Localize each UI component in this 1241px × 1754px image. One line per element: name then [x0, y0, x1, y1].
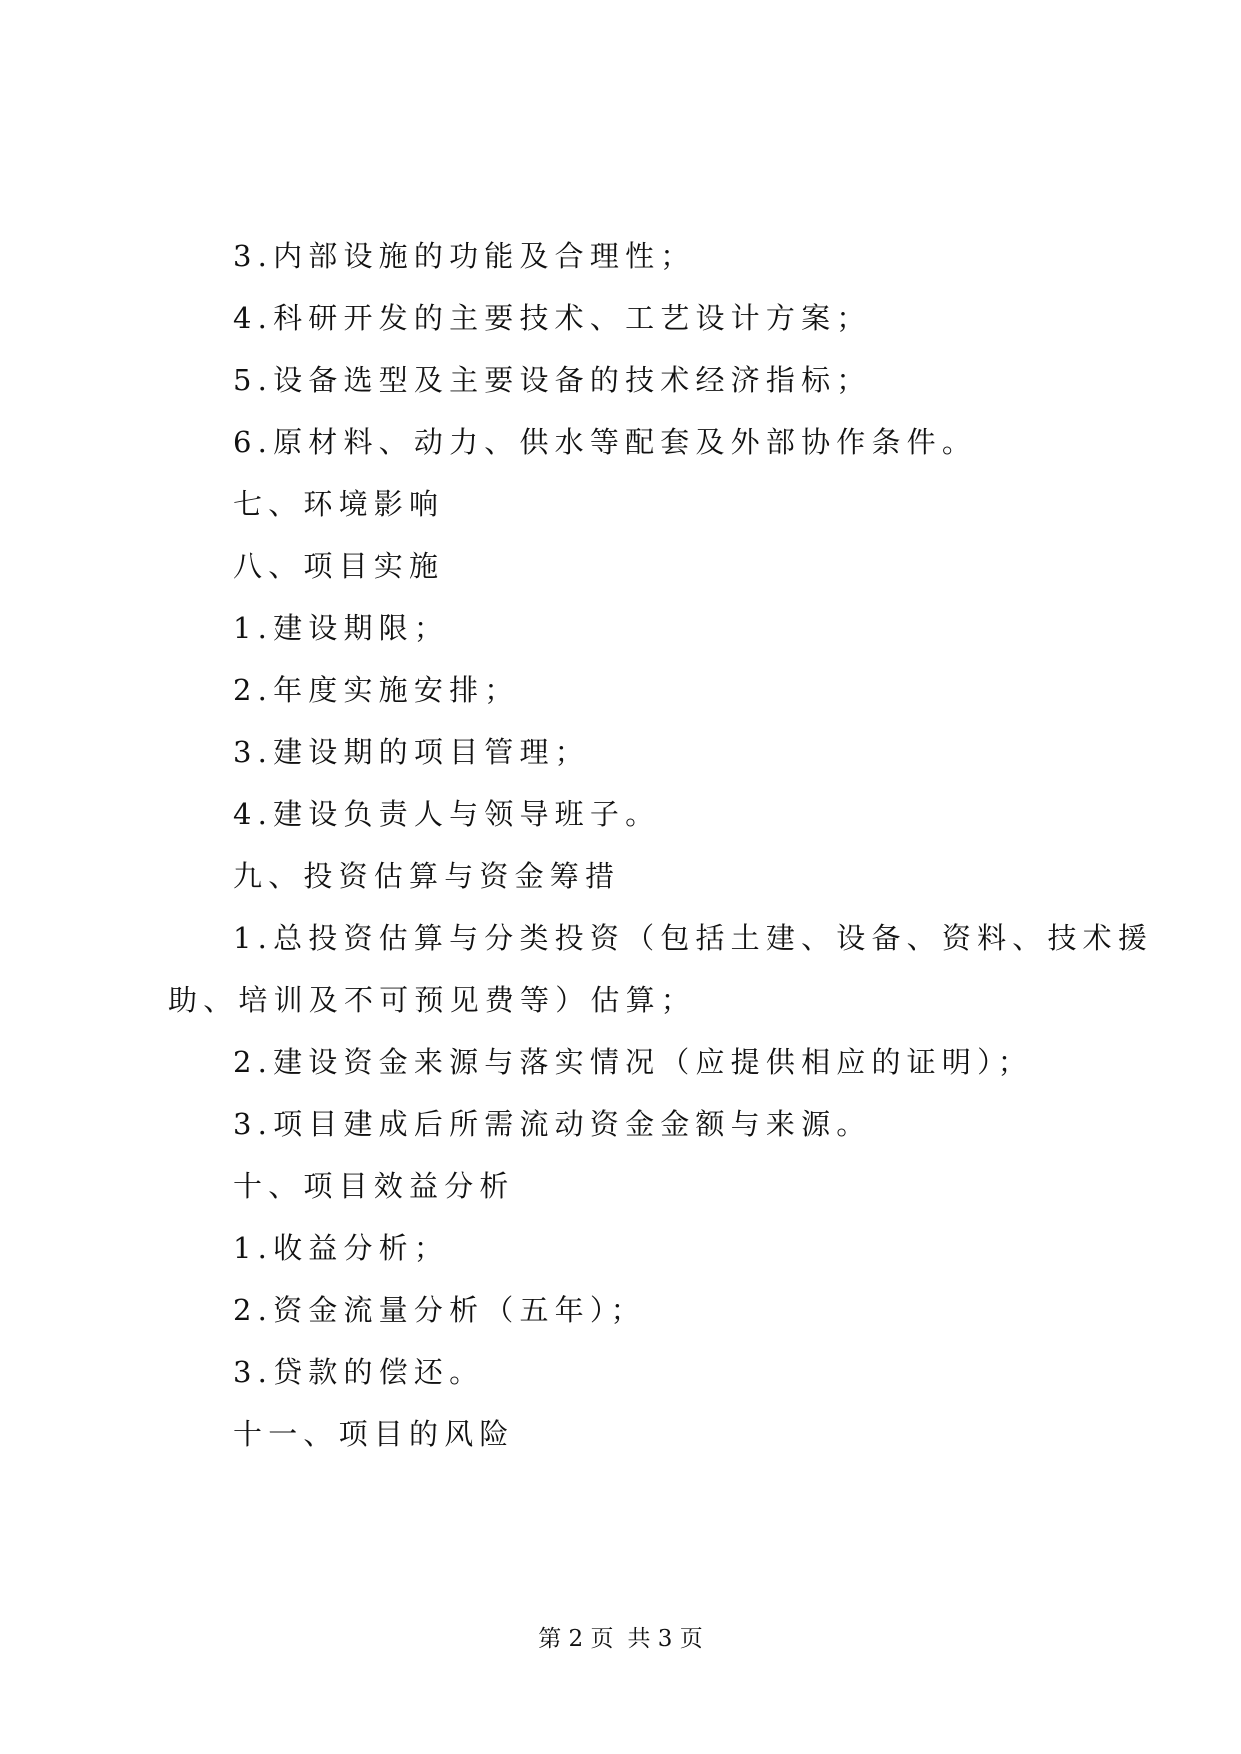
- body-line: 1.收益分析；: [233, 1231, 450, 1265]
- body-line: 2.建设资金来源与落实情况（应提供相应的证明）；: [233, 1045, 1033, 1079]
- body-line: 4.建设负责人与领导班子。: [233, 797, 661, 831]
- body-line: 4.科研开发的主要技术、工艺设计方案；: [233, 301, 872, 335]
- body-line: 5.设备选型及主要设备的技术经济指标；: [233, 363, 872, 397]
- body-line: 6.原材料、动力、供水等配套及外部协作条件。: [233, 425, 978, 459]
- page-footer: [0, 1624, 1241, 1654]
- page-number-current: 第 2 页: [538, 1626, 614, 1652]
- section-heading: 十一、项目的风险: [233, 1417, 515, 1451]
- section-heading: 八、项目实施: [233, 549, 445, 583]
- section-heading: 七、环境影响: [233, 487, 445, 521]
- section-heading: 十、项目效益分析: [233, 1169, 515, 1203]
- body-line-continuation: 助、培训及不可预见费等）估算；: [168, 983, 697, 1017]
- body-line: 3.贷款的偿还。: [233, 1355, 485, 1389]
- body-line: 1.总投资估算与分类投资（包括土建、设备、资料、技术援: [233, 921, 1154, 955]
- body-line: 2.年度实施安排；: [233, 673, 520, 707]
- body-line: 3.内部设施的功能及合理性；: [233, 239, 696, 273]
- body-line: 1.建设期限；: [233, 611, 450, 645]
- section-heading: 九、投资估算与资金筹措: [233, 859, 621, 893]
- page-number-total: 共 3 页: [627, 1626, 703, 1652]
- body-line: 2.资金流量分析（五年）；: [233, 1293, 646, 1327]
- body-line: 3.项目建成后所需流动资金金额与来源。: [233, 1107, 872, 1141]
- body-line: 3.建设期的项目管理；: [233, 735, 590, 769]
